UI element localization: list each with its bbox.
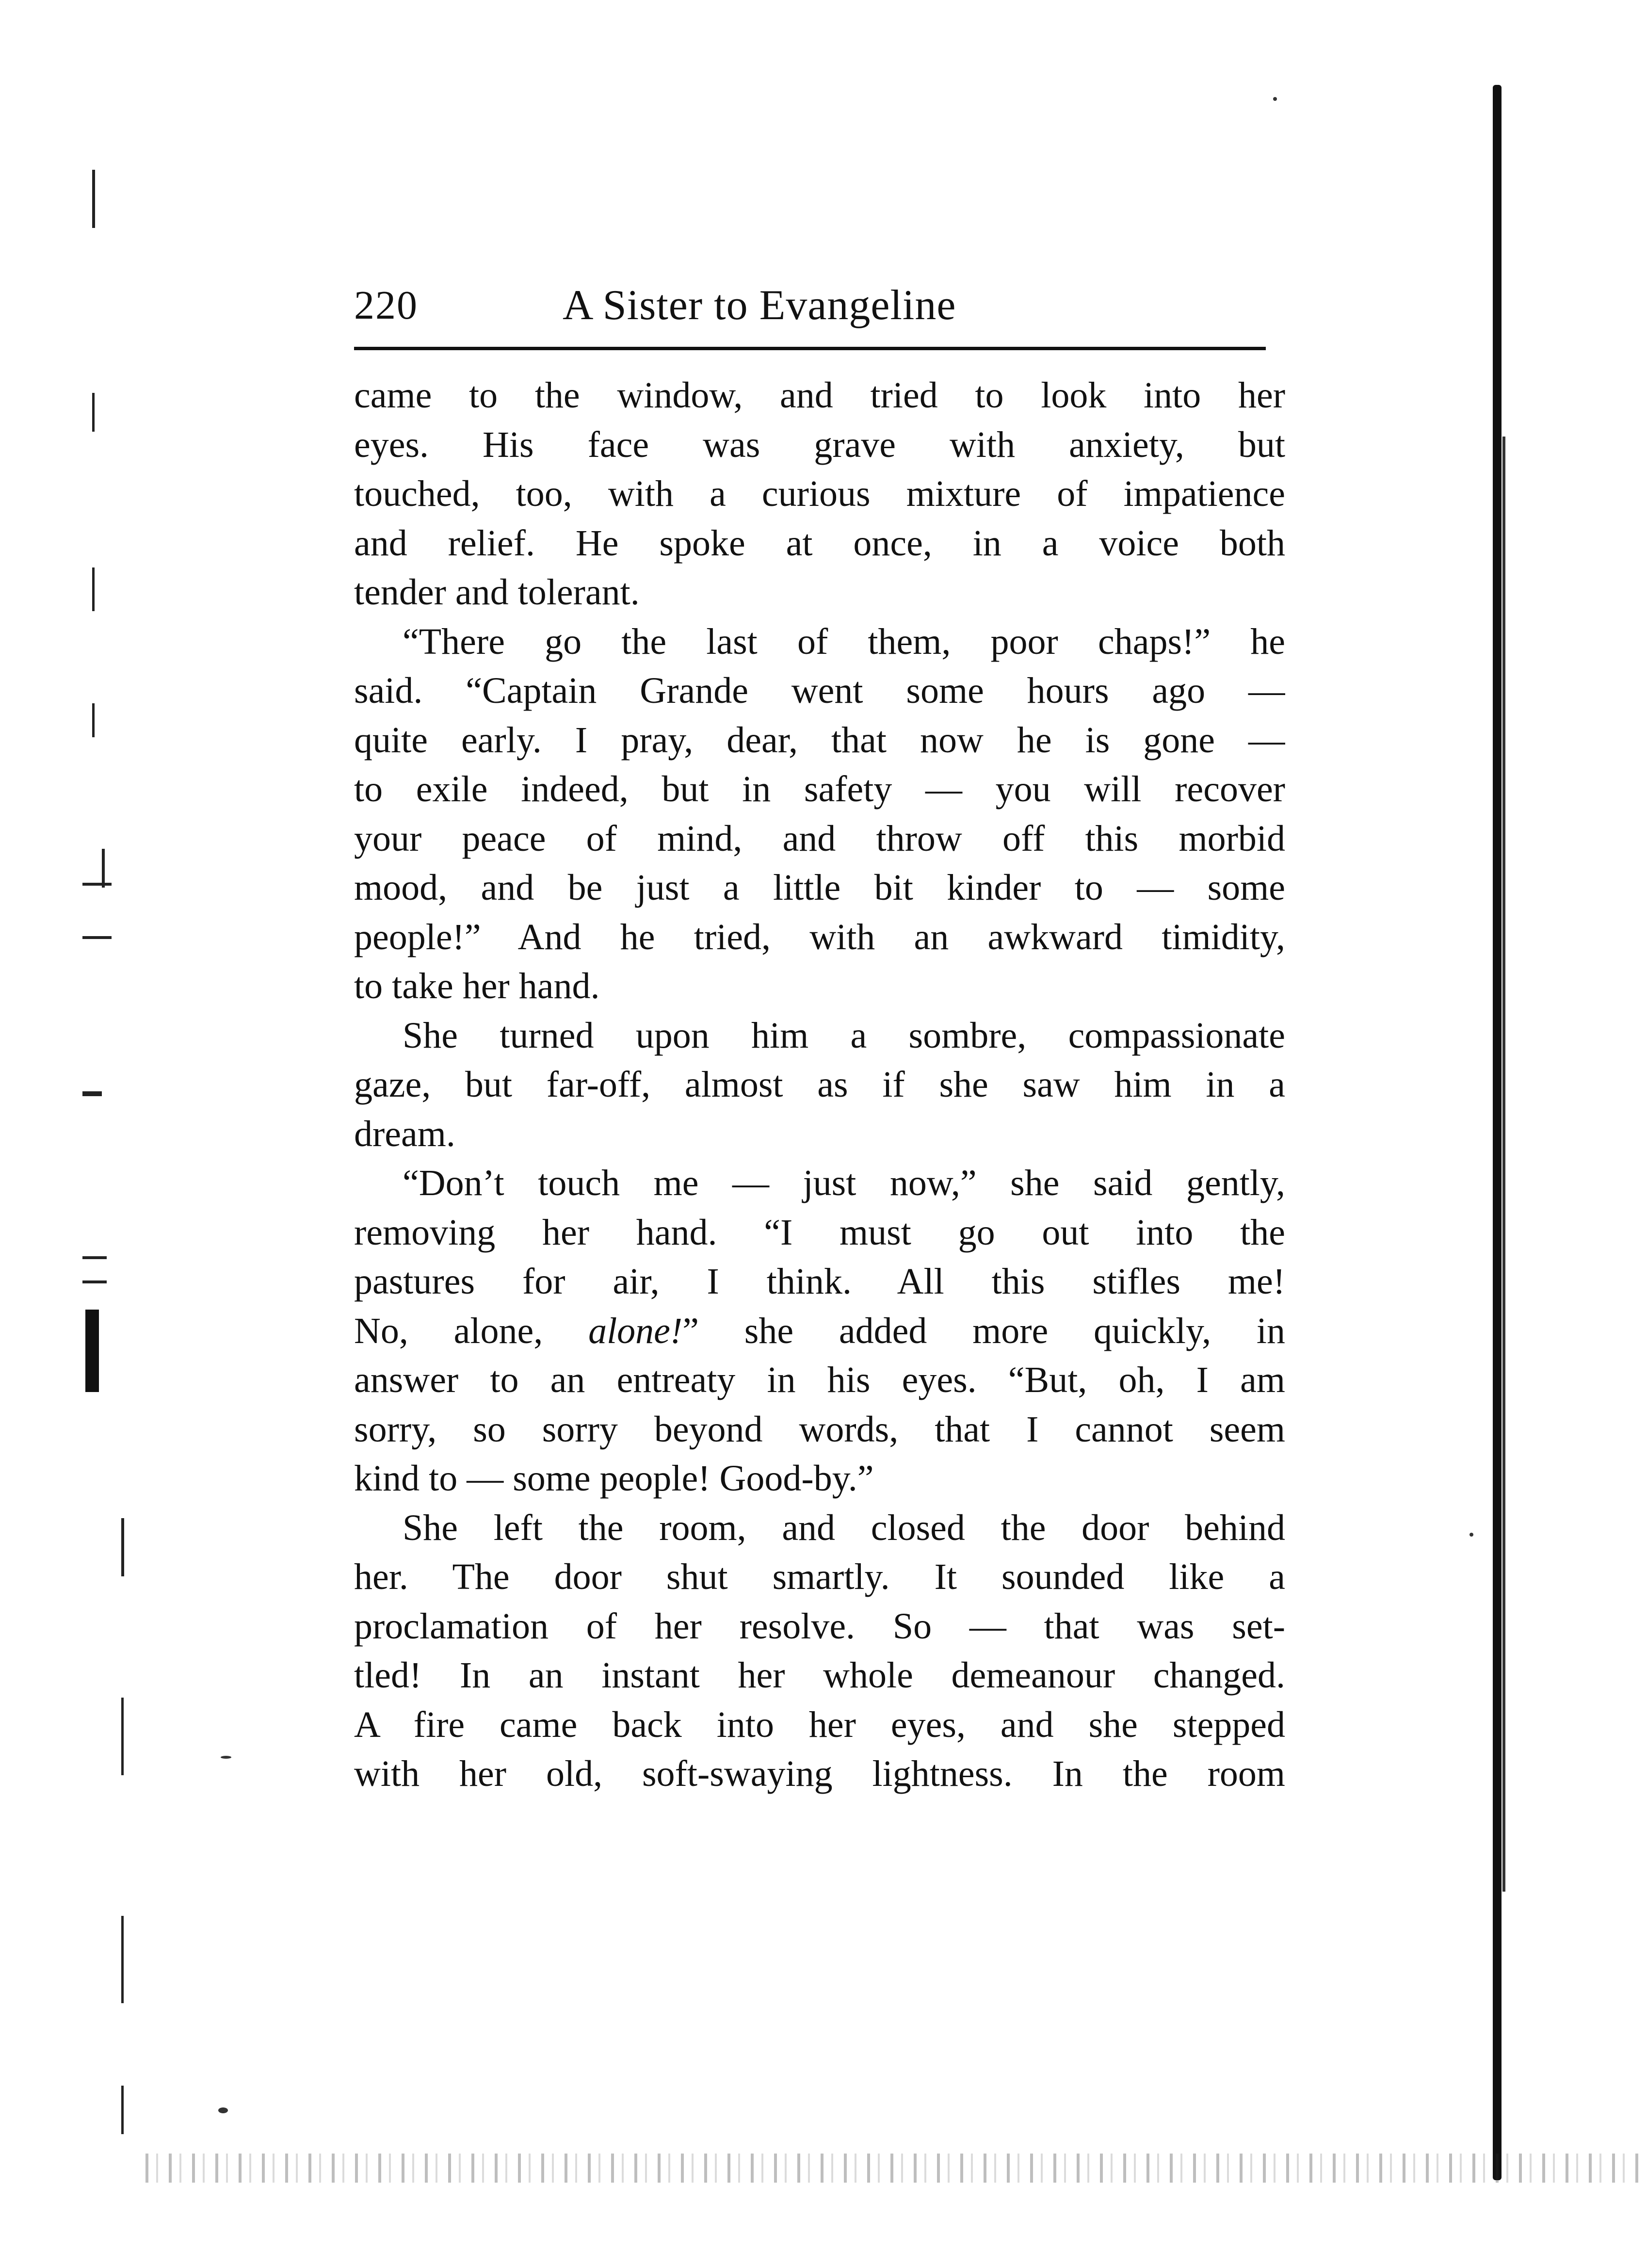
running-title: A Sister to Evangeline [563,282,956,329]
text-line: with her old, soft-swaying lightness. In the room [354,1753,1285,1794]
text-line: sorry, so sorry beyond words, that I cannot seem [354,1409,1285,1450]
text-line: and relief. He spoke at once, in a voice both [354,522,1285,564]
text-line: her. The door shut smartly. It sounded like a [354,1556,1285,1597]
scan-speck [1469,1533,1473,1537]
text-line: eyes. His face was grave with anxiety, but [354,424,1285,465]
left-edge-scan-marks [82,170,136,2231]
text-line: dream. [354,1113,455,1154]
text-line: to take her hand. [354,966,600,1006]
scan-speck [1273,97,1277,101]
binding-shadow-inner [1502,437,1505,1892]
page-number: 220 [354,283,418,328]
text-segment: ” she added more quickly, in [682,1310,1285,1351]
text-segment: No, alone, [354,1310,589,1351]
text-line: She left the room, and closed the door behind [403,1507,1285,1548]
running-header [354,276,1266,340]
italic-text: alone! [588,1310,683,1351]
text-line: came to the window, and tried to look into her [354,375,1285,416]
scan-speck [218,2107,228,2113]
text-line: people!” And he tried, with an awkward timidity, [354,916,1285,957]
text-line: She turned upon him a sombre, compassionate [403,1015,1285,1056]
text-line: said. “Captain Grande went some hours ago — [354,670,1285,711]
scan-speck [221,1756,231,1759]
text-line: removing her hand. “I must go out into the [354,1212,1285,1253]
text-line: tled! In an instant her whole demeanour changed. [354,1655,1285,1696]
text-line: “Don’t touch me — just now,” she said gently, [403,1163,1285,1203]
bottom-edge-scan-noise [145,2154,1639,2183]
text-line: proclamation of her resolve. So — that was set- [354,1605,1285,1647]
text-line-mixed [354,1307,1285,1356]
header-rule [354,347,1266,350]
text-line: “There go the last of them, poor chaps!” he [403,621,1285,662]
text-line: touched, too, with a curious mixture of impatience [354,473,1285,514]
body-text [354,371,1285,1799]
text-line: your peace of mind, and throw off this morbid [354,818,1285,859]
text-line: answer to an entreaty in his eyes. “But, oh, I am [354,1360,1285,1400]
text-line: A fire came back into her eyes, and she stepped [354,1704,1285,1745]
text-line: kind to — some people! Good-by.” [354,1458,874,1499]
binding-shadow [1493,85,1502,2180]
text-line: tender and tolerant. [354,572,640,613]
text-line: pastures for air, I think. All this stifles me! [354,1261,1285,1302]
text-line: mood, and be just a little bit kinder to — some [354,867,1285,908]
text-line: gaze, but far-off, almost as if she saw him in a [354,1064,1285,1105]
text-line: quite early. I pray, dear, that now he is gone — [354,719,1285,761]
text-line: to exile indeed, but in safety — you will recover [354,769,1285,810]
